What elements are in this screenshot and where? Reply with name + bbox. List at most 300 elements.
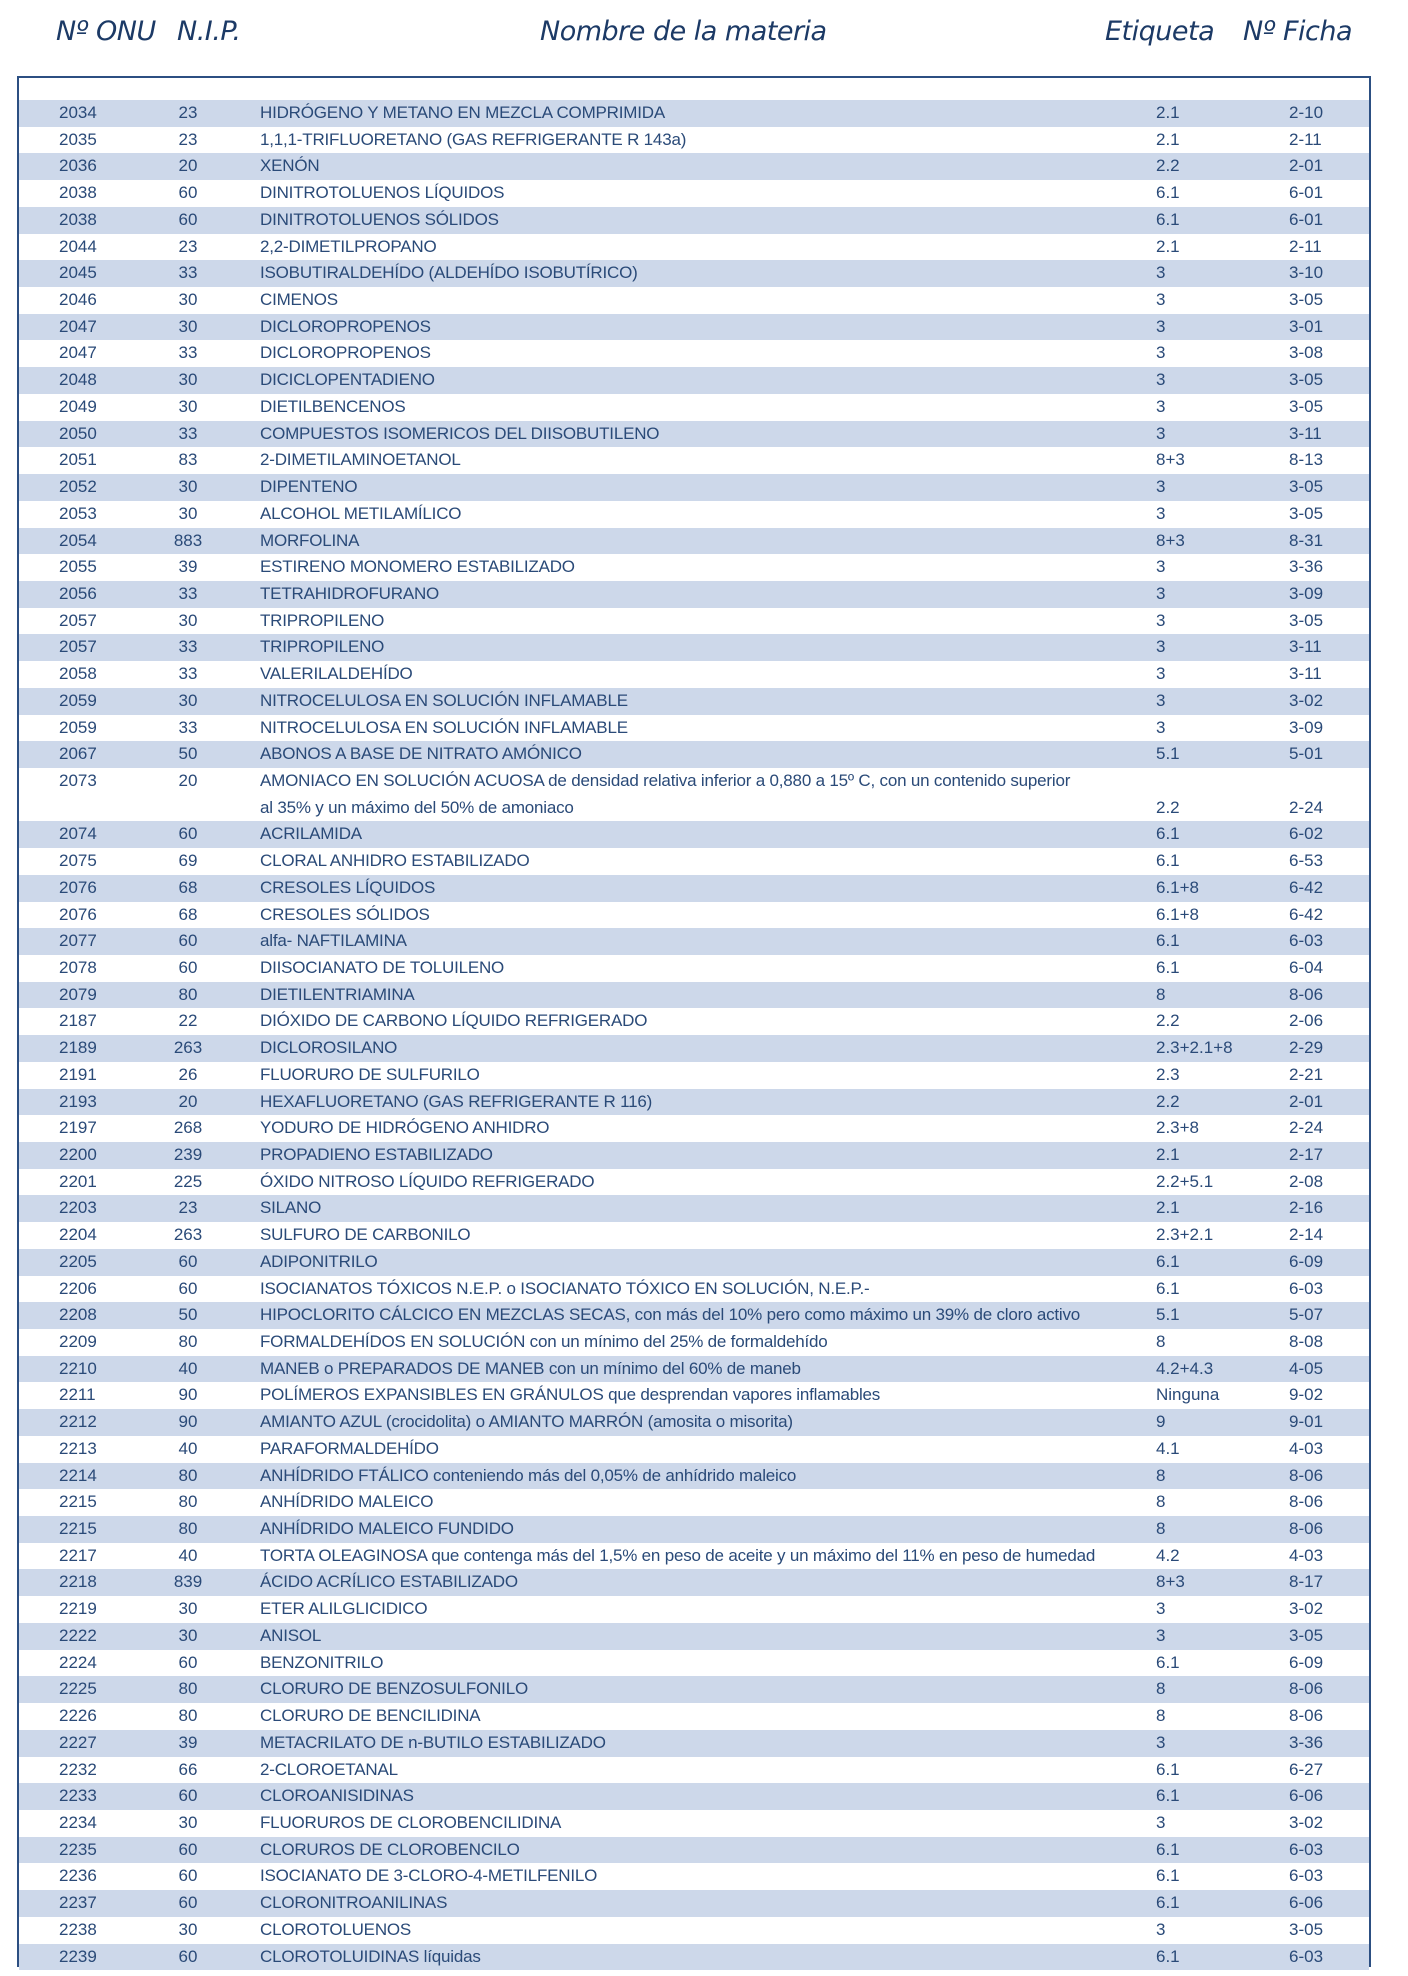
cell-nip: 33 [178, 343, 198, 363]
cell-ficha: 8-13 [1289, 450, 1324, 470]
cell-name: DICLOROSILANO [260, 1038, 398, 1058]
cell-name: TRIPROPILENO [260, 610, 385, 630]
cell-etiqueta: 8 [1156, 984, 1166, 1004]
cell-name: FLUORURO DE SULFURILO [260, 1064, 480, 1084]
cell-etiqueta: 2.3 [1156, 1064, 1180, 1084]
cell-onu: 2073 [59, 770, 97, 790]
cell-name: ETER ALILGLICIDICO [260, 1599, 428, 1619]
cell-ficha: 6-02 [1289, 824, 1324, 844]
cell-ficha: 8-06 [1289, 1465, 1324, 1485]
cell-name: CLORURO DE BENCILIDINA [260, 1706, 481, 1726]
cell-onu: 2212 [59, 1412, 97, 1432]
table-row [19, 1890, 1369, 1917]
cell-onu: 2232 [59, 1759, 97, 1779]
cell-name: TRIPROPILENO [260, 637, 385, 657]
cell-ficha: 2-01 [1289, 156, 1324, 176]
cell-name: 2-DIMETILAMINOETANOL [260, 450, 461, 470]
cell-etiqueta: 2.1 [1156, 1198, 1180, 1218]
cell-etiqueta: 6.1 [1156, 1866, 1180, 1886]
table-row [19, 314, 1369, 341]
cell-name: DINITROTOLUENOS SÓLIDOS [260, 209, 499, 229]
cell-nip: 39 [178, 1732, 198, 1752]
cell-onu: 2052 [59, 477, 97, 497]
table-row [19, 501, 1369, 528]
cell-name: DICLOROPROPENOS [260, 343, 431, 363]
cell-name: ANHÍDRIDO MALEICO FUNDIDO [260, 1519, 514, 1539]
table-row [19, 1730, 1369, 1757]
table-row [19, 1089, 1369, 1116]
cell-nip: 39 [178, 557, 198, 577]
cell-nip: 30 [178, 1919, 198, 1939]
cell-etiqueta: 3 [1156, 343, 1166, 363]
cell-ficha: 3-05 [1289, 396, 1324, 416]
cell-etiqueta: 3 [1156, 690, 1166, 710]
table-row [19, 1115, 1369, 1142]
cell-nip: 263 [173, 1038, 203, 1058]
cell-ficha: 6-03 [1289, 1866, 1324, 1886]
table-row [19, 768, 1369, 821]
cell-onu: 2079 [59, 984, 97, 1004]
cell-nip: 80 [178, 1492, 198, 1512]
cell-ficha: 2-11 [1289, 129, 1322, 149]
cell-etiqueta: 2.1 [1156, 103, 1180, 122]
cell-name: MANEB o PREPARADOS DE MANEB con un mínimo del 60% de maneb [260, 1358, 801, 1378]
table-row [19, 1008, 1369, 1035]
cell-ficha: 6-06 [1289, 1786, 1324, 1806]
cell-onu: 2237 [59, 1893, 97, 1913]
table-row [19, 1810, 1369, 1837]
cell-nip: 60 [178, 1786, 198, 1806]
cell-onu: 2046 [59, 290, 97, 310]
table-row [19, 1543, 1369, 1570]
cell-onu: 2233 [59, 1786, 97, 1806]
cell-nip: 20 [178, 1091, 198, 1111]
cell-onu: 2049 [59, 396, 97, 416]
cell-ficha: 2-11 [1289, 236, 1322, 256]
cell-ficha: 3-36 [1289, 557, 1324, 577]
cell-name: CLOROTOLUIDINAS líquidas [260, 1946, 481, 1966]
table-row [19, 1463, 1369, 1490]
cell-ficha: 3-05 [1289, 503, 1324, 523]
cell-nip: 33 [178, 263, 198, 283]
cell-name: NITROCELULOSA EN SOLUCIÓN INFLAMABLE [260, 717, 628, 737]
cell-nip: 839 [173, 1572, 203, 1592]
table-row [19, 848, 1369, 875]
cell-onu: 2053 [59, 503, 97, 523]
cell-onu: 2189 [59, 1038, 97, 1058]
cell-nip: 30 [178, 290, 198, 310]
cell-ficha: 4-03 [1289, 1438, 1324, 1458]
cell-ficha: 8-17 [1289, 1572, 1324, 1592]
cell-nip: 239 [173, 1144, 203, 1164]
cell-nip: 268 [173, 1118, 203, 1138]
cell-ficha: 3-01 [1289, 316, 1324, 336]
cell-etiqueta: 6.1 [1156, 824, 1180, 844]
cell-name: SULFURO DE CARBONILO [260, 1225, 471, 1245]
cell-onu: 2226 [59, 1706, 97, 1726]
cell-ficha: 3-02 [1289, 1812, 1324, 1832]
table-header [0, 0, 1408, 74]
cell-etiqueta: 3 [1156, 1625, 1166, 1645]
cell-nip: 40 [178, 1358, 198, 1378]
table-row [19, 715, 1369, 742]
table-row [19, 287, 1369, 314]
cell-nip: 20 [178, 156, 198, 176]
cell-ficha: 8-06 [1289, 1706, 1324, 1726]
cell-name: XENÓN [260, 156, 320, 176]
cell-onu: 2235 [59, 1839, 97, 1859]
cell-onu: 2078 [59, 957, 97, 977]
cell-etiqueta: 2.2+5.1 [1156, 1171, 1214, 1191]
cell-name: 2-CLOROETANAL [260, 1759, 398, 1779]
cell-etiqueta: 2.1 [1156, 129, 1180, 149]
cell-ficha: 2-24 [1289, 1118, 1324, 1138]
cell-nip: 68 [178, 904, 198, 924]
cell-nip: 60 [178, 931, 198, 951]
cell-name: CLORUROS DE CLOROBENCILO [260, 1839, 520, 1859]
cell-ficha: 4-05 [1289, 1358, 1324, 1378]
cell-onu: 2035 [59, 129, 97, 149]
table-row [19, 1142, 1369, 1169]
cell-name: AMONIACO EN SOLUCIÓN ACUOSA de densidad relativa inferior a 0,880 a 15º C, con un contenido superior al 35% y un máximo del 50% de amoniaco [260, 770, 1071, 817]
cell-etiqueta: 3 [1156, 1812, 1166, 1832]
cell-ficha: 2-29 [1289, 1038, 1324, 1058]
cell-etiqueta: 3 [1156, 664, 1166, 684]
cell-onu: 2048 [59, 370, 97, 390]
cell-name: DINITROTOLUENOS LÍQUIDOS [260, 183, 505, 203]
cell-etiqueta: 2.3+8 [1156, 1118, 1200, 1138]
cell-etiqueta: 3 [1156, 583, 1166, 603]
cell-name: 2,2-DIMETILPROPANO [260, 236, 437, 256]
table-row [19, 1944, 1369, 1971]
table-row [19, 1623, 1369, 1650]
cell-nip: 40 [178, 1545, 198, 1565]
cell-ficha: 9-01 [1289, 1412, 1324, 1432]
cell-ficha: 6-42 [1289, 904, 1324, 924]
cell-name: NITROCELULOSA EN SOLUCIÓN INFLAMABLE [260, 690, 628, 710]
cell-etiqueta: 3 [1156, 1599, 1166, 1619]
table-row [19, 1676, 1369, 1703]
cell-ficha: 9-02 [1289, 1385, 1324, 1405]
cell-nip: 23 [178, 236, 198, 256]
header-etiqueta: Etiqueta [1105, 16, 1215, 47]
cell-etiqueta: 6.1 [1156, 1278, 1180, 1298]
header-name: Nombre de la materia [540, 16, 827, 47]
table-row [19, 1569, 1369, 1596]
cell-etiqueta: 3 [1156, 290, 1166, 310]
cell-name: ANHÍDRIDO FTÁLICO conteniendo más del 0,05% de anhídrido maleico [260, 1465, 797, 1485]
cell-ficha: 3-02 [1289, 690, 1324, 710]
cell-name: ABONOS A BASE DE NITRATO AMÓNICO [260, 744, 582, 764]
cell-ficha: 3-11 [1289, 664, 1322, 684]
table-row [19, 260, 1369, 287]
cell-nip: 30 [178, 503, 198, 523]
header-onu: Nº ONU [56, 16, 156, 47]
table-row [19, 127, 1369, 154]
table-row [19, 1436, 1369, 1463]
cell-name: ÓXIDO NITROSO LÍQUIDO REFRIGERADO [260, 1171, 595, 1191]
cell-nip: 60 [178, 1251, 198, 1271]
table-row [19, 902, 1369, 929]
cell-name: 1,1,1-TRIFLUORETANO (GAS REFRIGERANTE R 143a) [260, 129, 687, 149]
table-row [19, 421, 1369, 448]
cell-ficha: 6-09 [1289, 1652, 1324, 1672]
cell-onu: 2056 [59, 583, 97, 603]
cell-etiqueta: 3 [1156, 717, 1166, 737]
cell-nip: 33 [178, 423, 198, 443]
cell-onu: 2075 [59, 851, 97, 871]
table-row [19, 207, 1369, 234]
cell-onu: 2034 [59, 103, 97, 122]
cell-onu: 2227 [59, 1732, 97, 1752]
cell-ficha: 3-02 [1289, 1599, 1324, 1619]
cell-etiqueta: 3 [1156, 557, 1166, 577]
cell-ficha: 6-01 [1289, 209, 1324, 229]
cell-name: CLOROTOLUENOS [260, 1919, 412, 1939]
cell-nip: 23 [178, 1198, 198, 1218]
cell-etiqueta: 3 [1156, 637, 1166, 657]
cell-etiqueta: 3 [1156, 1732, 1166, 1752]
cell-ficha: 3-09 [1289, 583, 1324, 603]
cell-ficha: 3-08 [1289, 343, 1324, 363]
table-row [19, 1302, 1369, 1329]
cell-onu: 2236 [59, 1866, 97, 1886]
cell-ficha: 8-06 [1289, 1519, 1324, 1539]
cell-nip: 60 [178, 1652, 198, 1672]
cell-etiqueta: 4.2+4.3 [1156, 1358, 1214, 1378]
cell-ficha: 8-08 [1289, 1332, 1324, 1352]
cell-name: MORFOLINA [260, 530, 360, 550]
cell-ficha: 8-06 [1289, 1679, 1324, 1699]
cell-etiqueta: 2.3+2.1+8 [1156, 1038, 1233, 1058]
cell-nip: 30 [178, 396, 198, 416]
cell-name: TETRAHIDROFURANO [260, 583, 440, 603]
table-row [19, 447, 1369, 474]
table-row [19, 1329, 1369, 1356]
cell-onu: 2211 [59, 1385, 96, 1405]
cell-onu: 2239 [59, 1946, 97, 1966]
cell-name: ACRILAMIDA [260, 824, 362, 844]
cell-name: DIÓXIDO DE CARBONO LÍQUIDO REFRIGERADO [260, 1011, 648, 1031]
cell-etiqueta: 8+3 [1156, 450, 1185, 470]
table-row [19, 1863, 1369, 1890]
cell-name: COMPUESTOS ISOMERICOS DEL DIISOBUTILENO [260, 423, 660, 443]
cell-onu: 2067 [59, 744, 97, 764]
cell-nip: 69 [178, 851, 198, 871]
table-row [19, 100, 1369, 127]
cell-name: ISOCIANATO DE 3-CLORO-4-METILFENILO [260, 1866, 598, 1886]
table-row [19, 394, 1369, 421]
cell-onu: 2219 [59, 1599, 97, 1619]
cell-etiqueta: 8 [1156, 1519, 1166, 1539]
cell-ficha: 2-08 [1289, 1171, 1324, 1191]
cell-etiqueta: 6.1 [1156, 851, 1180, 871]
cell-onu: 2057 [59, 610, 97, 630]
cell-nip: 83 [178, 450, 198, 470]
cell-etiqueta: 2.2 [1156, 1091, 1180, 1111]
cell-name: METACRILATO DE n-BUTILO ESTABILIZADO [260, 1732, 606, 1752]
cell-name: CIMENOS [260, 290, 338, 310]
cell-etiqueta: 5.1 [1156, 744, 1180, 764]
table-row [19, 1516, 1369, 1543]
cell-onu: 2210 [59, 1358, 97, 1378]
cell-nip: 40 [178, 1438, 198, 1458]
cell-nip: 30 [178, 370, 198, 390]
cell-name: ANHÍDRIDO MALEICO [260, 1492, 434, 1512]
cell-name: CLORURO DE BENZOSULFONILO [260, 1679, 528, 1699]
cell-ficha: 3-05 [1289, 477, 1324, 497]
cell-etiqueta: 2.1 [1156, 1144, 1180, 1164]
cell-etiqueta: 3 [1156, 316, 1166, 336]
cell-nip: 30 [178, 477, 198, 497]
cell-ficha: 2-14 [1289, 1225, 1324, 1245]
cell-name: PROPADIENO ESTABILIZADO [260, 1144, 493, 1164]
cell-etiqueta: 6.1 [1156, 209, 1180, 229]
cell-etiqueta: 6.1+8 [1156, 904, 1200, 924]
cell-onu: 2224 [59, 1652, 97, 1672]
cell-name: CRESOLES LÍQUIDOS [260, 877, 436, 897]
table-row [19, 153, 1369, 180]
cell-nip: 60 [178, 824, 198, 844]
cell-onu: 2191 [59, 1064, 97, 1084]
cell-ficha: 2-17 [1289, 1144, 1324, 1164]
cell-name: YODURO DE HIDRÓGENO ANHIDRO [260, 1118, 550, 1138]
cell-name: ANISOL [260, 1625, 322, 1645]
table-row [19, 1757, 1369, 1784]
cell-name: CLOROANISIDINAS [260, 1786, 414, 1806]
cell-name: DIISOCIANATO DE TOLUILENO [260, 957, 505, 977]
cell-name: SILANO [260, 1198, 322, 1218]
cell-etiqueta: 9 [1156, 1412, 1166, 1432]
cell-ficha: 6-53 [1289, 851, 1324, 871]
cell-nip: 22 [178, 1011, 198, 1031]
table-row [19, 1169, 1369, 1196]
table-row [19, 1276, 1369, 1303]
cell-nip: 33 [178, 717, 198, 737]
cell-etiqueta: 2.3+2.1 [1156, 1225, 1214, 1245]
cell-onu: 2047 [59, 343, 97, 363]
cell-onu: 2205 [59, 1251, 97, 1271]
cell-ficha: 4-03 [1289, 1545, 1324, 1565]
cell-onu: 2204 [59, 1225, 97, 1245]
cell-nip: 66 [178, 1759, 198, 1779]
table-row [19, 528, 1369, 555]
cell-nip: 30 [178, 1625, 198, 1645]
cell-onu: 2055 [59, 557, 97, 577]
cell-ficha: 3-05 [1289, 290, 1324, 310]
table-row [19, 474, 1369, 501]
cell-nip: 30 [178, 610, 198, 630]
cell-onu: 2059 [59, 717, 97, 737]
cell-onu: 2217 [59, 1545, 97, 1565]
cell-ficha: 6-03 [1289, 1946, 1324, 1966]
cell-etiqueta: 6.1 [1156, 1839, 1180, 1859]
cell-onu: 2209 [59, 1332, 97, 1352]
cell-nip: 60 [178, 957, 198, 977]
cell-ficha: 6-01 [1289, 183, 1324, 203]
cell-etiqueta: 8+3 [1156, 1572, 1185, 1592]
cell-nip: 50 [178, 1305, 198, 1325]
cell-nip: 60 [178, 1839, 198, 1859]
cell-etiqueta: Ninguna [1156, 1385, 1220, 1405]
cell-name: TORTA OLEAGINOSA que contenga más del 1,5% en peso de aceite y un máximo del 11% en peso de humedad [260, 1545, 1096, 1565]
cell-nip: 225 [173, 1171, 203, 1191]
cell-nip: 90 [178, 1412, 198, 1432]
cell-name: PARAFORMALDEHÍDO [260, 1438, 439, 1458]
cell-etiqueta: 6.1 [1156, 931, 1180, 951]
cell-etiqueta: 2.2 [1156, 156, 1180, 176]
cell-name: BENZONITRILO [260, 1652, 384, 1672]
table-row [19, 688, 1369, 715]
cell-name: POLÍMEROS EXPANSIBLES EN GRÁNULOS que desprendan vapores inflamables [260, 1385, 881, 1405]
cell-name: ISOBUTIRALDEHÍDO (ALDEHÍDO ISOBUTÍRICO) [260, 263, 638, 283]
cell-etiqueta: 6.1 [1156, 1251, 1180, 1271]
cell-etiqueta: 2.1 [1156, 236, 1180, 256]
cell-ficha: 3-05 [1289, 1625, 1324, 1645]
cell-onu: 2047 [59, 316, 97, 336]
cell-onu: 2193 [59, 1091, 97, 1111]
cell-name: ESTIRENO MONOMERO ESTABILIZADO [260, 557, 575, 577]
cell-ficha: 3-05 [1289, 370, 1324, 390]
cell-onu: 2218 [59, 1572, 97, 1592]
table-row [19, 1356, 1369, 1383]
cell-nip: 30 [178, 690, 198, 710]
table-row [19, 1596, 1369, 1623]
cell-onu: 2214 [59, 1465, 97, 1485]
table-row [19, 875, 1369, 902]
cell-name: CLORONITROANILINAS [260, 1893, 448, 1913]
table-row [19, 928, 1369, 955]
cell-ficha: 5-01 [1289, 744, 1324, 764]
cell-onu: 2206 [59, 1278, 97, 1298]
cell-nip: 20 [178, 770, 198, 790]
cell-etiqueta: 8 [1156, 1332, 1166, 1352]
cell-ficha: 2-16 [1289, 1198, 1324, 1218]
cell-ficha: 6-27 [1289, 1759, 1324, 1779]
cell-nip: 30 [178, 1812, 198, 1832]
cell-etiqueta: 3 [1156, 503, 1166, 523]
cell-ficha: 6-04 [1289, 957, 1324, 977]
cell-onu: 2045 [59, 263, 97, 283]
table-row [19, 741, 1369, 768]
cell-etiqueta: 2.2 [1156, 1011, 1180, 1031]
cell-onu: 2200 [59, 1144, 97, 1164]
table-row [19, 1409, 1369, 1436]
cell-etiqueta: 3 [1156, 423, 1166, 443]
cell-name: DIPENTENO [260, 477, 358, 497]
cell-ficha: 3-10 [1289, 263, 1324, 283]
cell-ficha: 2-21 [1289, 1064, 1324, 1084]
cell-name: AMIANTO AZUL (crocidolita) o AMIANTO MARRÓN (amosita o misorita) [260, 1412, 793, 1432]
cell-nip: 60 [178, 1893, 198, 1913]
table-row [19, 955, 1369, 982]
table-row [19, 180, 1369, 207]
cell-ficha: 8-31 [1289, 530, 1324, 550]
cell-onu: 2238 [59, 1919, 97, 1939]
header-ficha: Nº Ficha [1243, 16, 1353, 47]
cell-onu: 2044 [59, 236, 97, 256]
table-row [19, 821, 1369, 848]
cell-onu: 2058 [59, 664, 97, 684]
table-row [19, 581, 1369, 608]
cell-etiqueta: 3 [1156, 263, 1166, 283]
table-row [19, 1650, 1369, 1677]
cell-ficha: 2-01 [1289, 1091, 1324, 1111]
cell-onu: 2213 [59, 1438, 97, 1458]
cell-etiqueta: 6.1 [1156, 1893, 1180, 1913]
cell-onu: 2187 [59, 1011, 97, 1031]
cell-ficha: 2-10 [1289, 103, 1324, 122]
